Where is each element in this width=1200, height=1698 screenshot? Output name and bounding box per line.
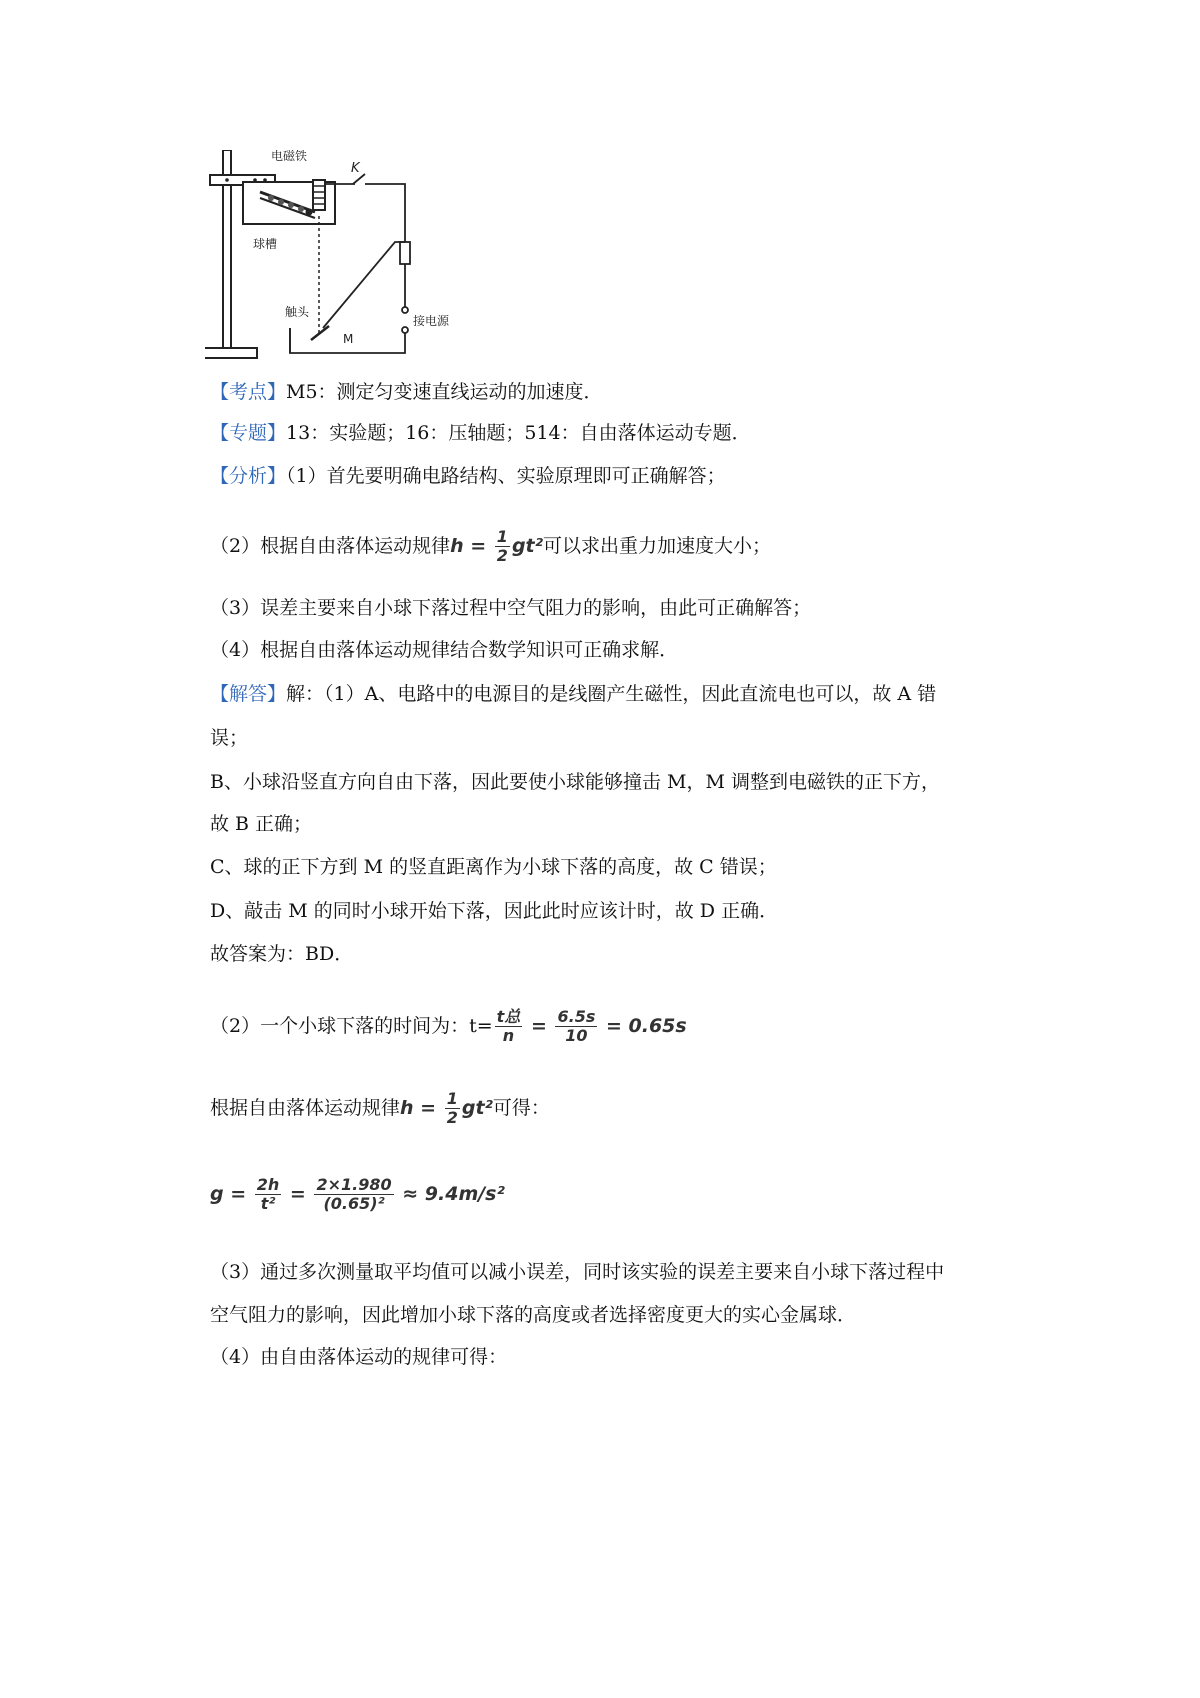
fenxi-tag: 【分析】 (210, 465, 287, 487)
fenxi-p1: （1）首先要明确电路结构、实验原理即可正确解答； (286, 465, 726, 487)
time-prefix: （2）一个小球下落的时间为：t= (210, 1015, 493, 1037)
jieda-l12: （4）由自由落体运动的规律可得： (210, 1346, 508, 1368)
label-electromagnet: 电磁铁 (271, 150, 308, 163)
kaodian-text: M5：测定匀变速直线运动的加速度． (286, 381, 603, 403)
jieda-l4: 故 B 正确； (210, 813, 313, 835)
jieda-l7: 故答案为：BD． (210, 943, 354, 965)
jieda-line-2 (210, 724, 248, 752)
label-power: 接电源 (413, 314, 450, 328)
jieda-line-10 (210, 1258, 944, 1286)
jieda-line-4 (210, 810, 312, 838)
jieda-l6: D、敲击 M 的同时小球开始下落，因此此时应该计时，故 D 正确． (210, 900, 779, 922)
jieda-line-12 (210, 1343, 507, 1371)
g-formula: g = $\frac{2h}{\text{t²}}$ = $\frac{2\times 1.980}{\text{(0.65)²}}$ ≈ 9.4m/s² (210, 1175, 505, 1213)
jieda-line-3 (210, 768, 940, 796)
label-contact: 触头 (285, 305, 310, 319)
fenxi-p2-suffix: 可以求出重力加速度大小； (542, 535, 771, 557)
fenxi-p2-prefix: （2）根据自由落体运动规律 (210, 535, 451, 557)
formula-h-b: h = $\frac{1}{2}$ gt² (400, 1089, 493, 1127)
fenxi-line-3 (210, 594, 811, 622)
zhuanti-text: 13：实验题；16：压轴题；514：自由落体运动专题． (286, 422, 751, 444)
fenxi-line-4 (210, 636, 678, 664)
jieda-line-6 (210, 897, 778, 925)
apparatus-diagram (205, 150, 505, 390)
g-formula-line (210, 1176, 505, 1213)
fenxi-line-1 (210, 462, 726, 490)
fenxi-line-2 (210, 528, 771, 565)
jieda-l1: 解：（1）A、电路中的电源目的是线圈产生磁性，因此直流电也可以，故 A 错 (286, 683, 937, 705)
time-formula-line (210, 1008, 687, 1045)
fenxi-p4: （4）根据自由落体运动规律结合数学知识可正确求解． (210, 639, 679, 661)
zhuanti-tag: 【专题】 (210, 422, 287, 444)
h-prefix: 根据自由落体运动规律 (210, 1097, 401, 1119)
fenxi-p3: （3）误差主要来自小球下落过程中空气阻力的影响，由此可正确解答； (210, 597, 812, 619)
h-formula-line (210, 1090, 550, 1127)
jieda-line-5 (210, 853, 777, 881)
plate-m (311, 326, 329, 340)
jieda-tag: 【解答】 (210, 683, 287, 705)
stand-base (205, 348, 257, 358)
power-terminal-bottom (402, 327, 408, 333)
jieda-l3: B、小球沿竖直方向自由下落，因此要使小球能够撞击 M，M 调整到电磁铁的正下方， (210, 771, 940, 793)
jieda-line-1 (210, 680, 936, 708)
resistor (400, 242, 410, 264)
jieda-line-7 (210, 940, 353, 968)
power-terminal-top (402, 307, 408, 313)
apparatus-figure (205, 150, 505, 390)
jieda-l11: 空气阻力的影响，因此增加小球下落的高度或者选择密度更大的实心金属球． (210, 1304, 857, 1326)
jieda-line-11 (210, 1301, 856, 1329)
label-switch: K (351, 161, 360, 176)
label-plate: M (343, 332, 354, 346)
jieda-l10: （3）通过多次测量取平均值可以减小误差，同时该实验的误差主要来自小球下落过程中 (210, 1261, 945, 1283)
kaodian-tag: 【考点】 (210, 381, 287, 403)
jieda-l2: 误； (210, 727, 249, 749)
zhuanti-line (210, 419, 751, 447)
kaodian-line (210, 378, 603, 406)
label-groove: 球槽 (253, 237, 278, 251)
formula-h-a: h = $\frac{1}{2}$ gt² (450, 527, 543, 565)
electromagnet (313, 180, 325, 210)
h-suffix: 可得： (492, 1097, 550, 1119)
jieda-l5: C、球的正下方到 M 的竖直距离作为小球下落的高度，故 C 错误； (210, 856, 777, 878)
time-formula: $\frac{\text{t总}}{n}$ = $\frac{6.5s}{10}$ = 0.65s (496, 1007, 687, 1045)
